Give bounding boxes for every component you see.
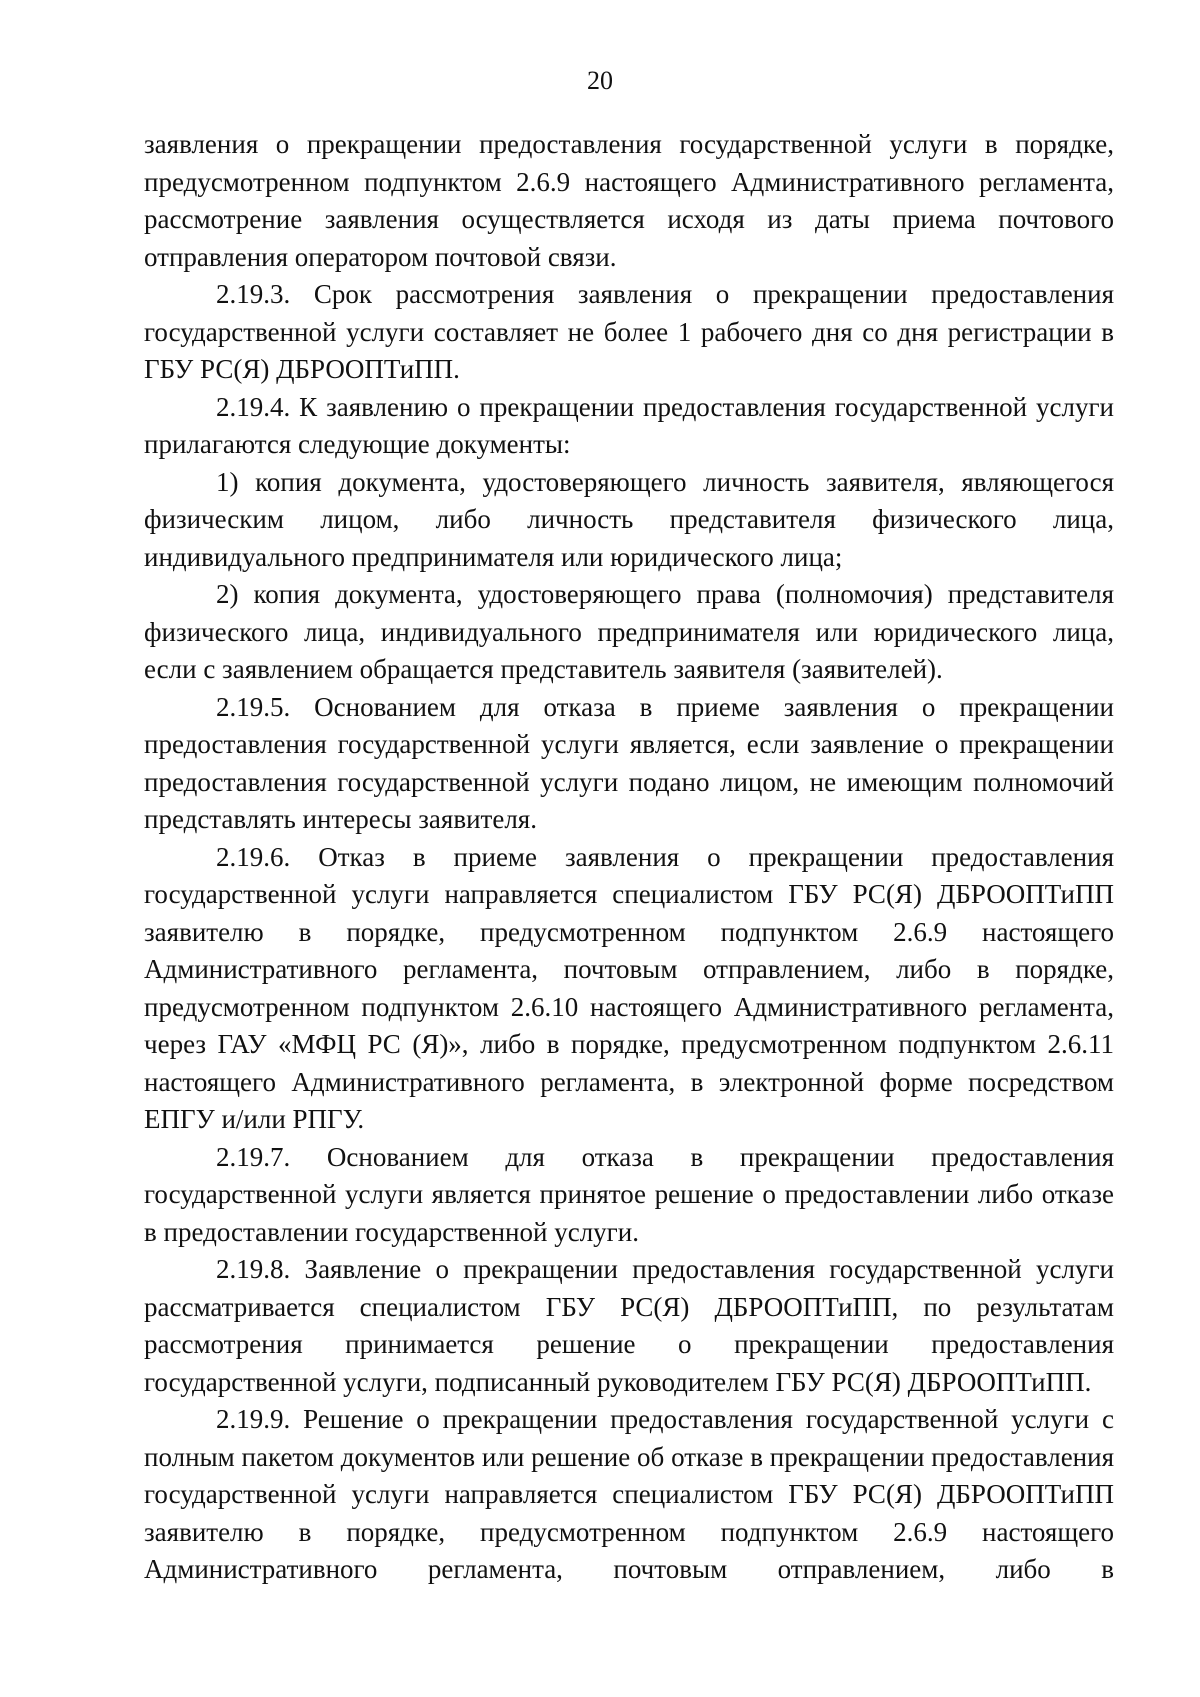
list-item-1: 1) копия документа, удостоверяющего личность заявителя, являющегося физическим лицом, либо личность представителя физического лица, индивидуального предпринимателя или юридического лица; <box>144 466 1114 572</box>
page-number: 20 <box>587 66 613 95</box>
paragraph-2-19-6: 2.19.6. Отказ в приеме заявления о прекращении предоставления государственной услуги направляется специалистом ГБУ РС(Я) ДБРООПТиПП заявителю в порядке, предусмотренном подпунктом 2.6.9 настоящего Административного регламента, почтовым отправлением, либо в порядке, предусмотренном подпунктом 2.6.10 настоящего Административного регламента, через ГАУ «МФЦ РС (Я)», либо в порядке, предусмотренном подпунктом 2.6.11 настоящего Административного регламента, в электронной форме посредством ЕПГУ и/или РПГУ. <box>144 841 1114 1134</box>
paragraph-2-19-5: 2.19.5. Основанием для отказа в приеме заявления о прекращении предоставления государственной услуги является, если заявление о прекращении предоставления государственной услуги подано лицом, не имеющим полномочий представлять интересы заявителя. <box>144 691 1114 834</box>
paragraph-2-19-8: 2.19.8. Заявление о прекращении предоставления государственной услуги рассматривается специалистом ГБУ РС(Я) ДБРООПТиПП, по результатам рассмотрения принимается решение о прекращении предоставления государственной услуги, подписанный руководителем ГБУ РС(Я) ДБРООПТиПП. <box>144 1254 1114 1397</box>
list-item-2: 2) копия документа, удостоверяющего права (полномочия) представителя физического лица, индивидуального предпринимателя или юридического лица, если с заявлением обращается представитель заявителя (заявителей). <box>144 579 1114 684</box>
paragraph-2-19-7: 2.19.7. Основанием для отказа в прекращении предоставления государственной услуги является принятое решение о предоставлении либо отказе в предоставлении государственной услуги. <box>144 1141 1114 1247</box>
paragraph-2-19-9: 2.19.9. Решение о прекращении предоставления государственной услуги с полным пакетом документов или решение об отказе в прекращении предоставления государственной услуги направляется специалистом ГБУ РС(Я) ДБРООПТиПП заявителю в порядке, предусмотренном подпунктом 2.6.9 настоящего Административного регламента, почтовым отправлением, либо в <box>144 1404 1114 1584</box>
paragraph-2-19-3: 2.19.3. Срок рассмотрения заявления о прекращении предоставления государственной услуги составляет не более 1 рабочего дня со дня регистрации в ГБУ РС(Я) ДБРООПТиПП. <box>144 279 1114 384</box>
document-body <box>144 126 1114 1589</box>
paragraph-continuation: заявления о прекращении предоставления государственной услуги в порядке, предусмотренном подпунктом 2.6.9 настоящего Административного регламента, рассмотрение заявления осуществляется исходя из даты приема почтового отправления оператором почтовой связи. <box>144 129 1114 272</box>
paragraph-2-19-4: 2.19.4. К заявлению о прекращении предоставления государственной услуги прилагаются следующие документы: <box>144 391 1114 459</box>
